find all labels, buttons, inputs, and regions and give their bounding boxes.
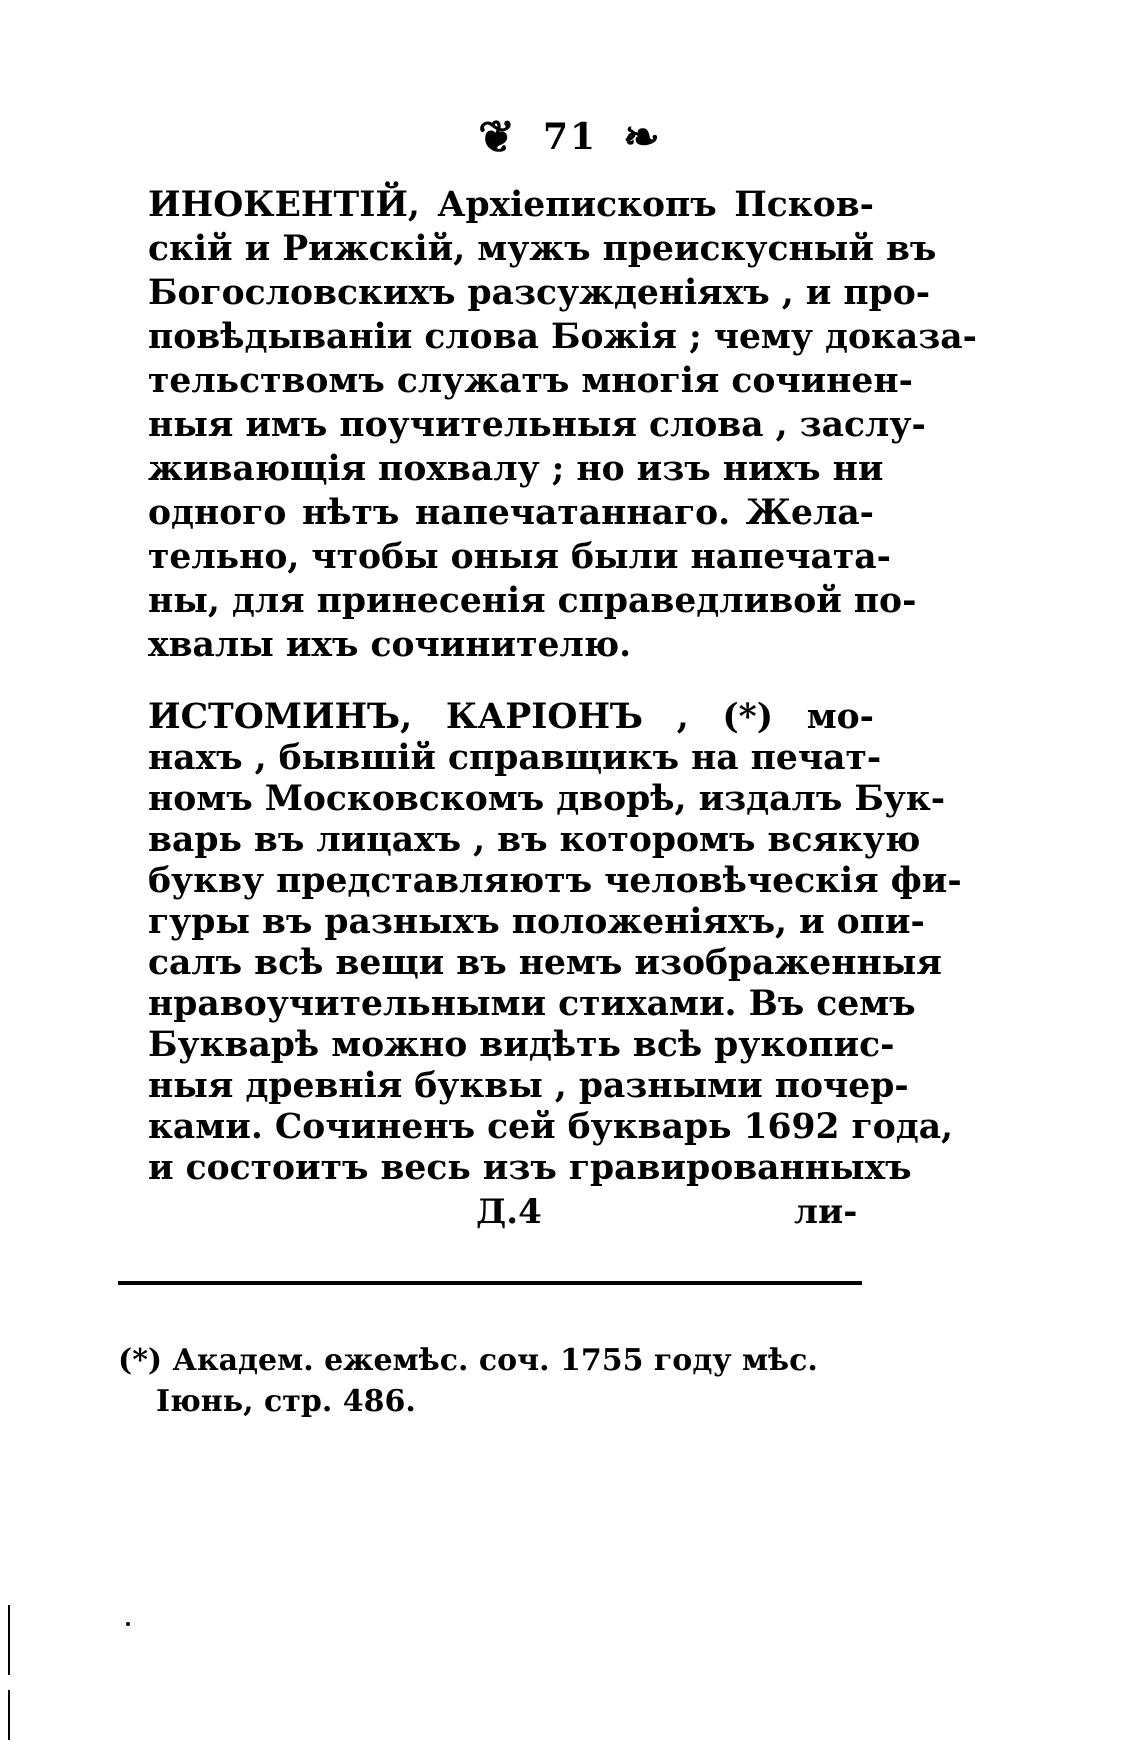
- footnote-line-1: (*) Академ. ежемѣс. соч. 1755 году мѣс.: [118, 1343, 818, 1378]
- text-line: тельно, чтобы оныя были напечата-: [148, 537, 891, 577]
- text-line: ками. Сочиненъ сей букварь 1692 года,: [148, 1107, 954, 1147]
- text-line: ИНОКЕНТІЙ, Архіепископъ Псков-: [148, 185, 874, 225]
- text-line: номъ Московскомъ дворѣ, издалъ Бук-: [148, 779, 946, 819]
- footnote-divider: [118, 1281, 862, 1285]
- text-line: варь въ лицахъ , въ которомъ всякую: [148, 820, 921, 860]
- ornament-right-icon: ❧: [622, 111, 662, 163]
- text-line: живающія похвалу ; но изъ нихъ ни: [148, 449, 884, 489]
- scan-speck: [126, 1622, 130, 1626]
- text-line: одного нѣтъ напечатаннаго. Жела-: [148, 493, 874, 533]
- text-line: хвалы ихъ сочинителю.: [148, 625, 632, 665]
- catchword: ли-: [794, 1192, 858, 1232]
- text-line: ны, для принесенія справедливой по-: [148, 581, 917, 621]
- footnote-line-2: Іюнь, стр. 486.: [156, 1384, 416, 1419]
- text-line: Букварѣ можно видѣть всѣ рукопис-: [148, 1025, 895, 1065]
- text-line: ныя имъ поучительныя слова , заслу-: [148, 405, 926, 445]
- text-line: салъ всѣ вещи въ немъ изображенныя: [148, 943, 942, 983]
- signature-mark: Д.4: [476, 1192, 542, 1232]
- ornament-left-icon: ❦: [478, 111, 517, 163]
- text-line: нахъ , бывшій справщикъ на печат-: [148, 738, 882, 778]
- text-line: и состоитъ весь изъ гравированныхъ: [148, 1148, 912, 1188]
- text-line: нравоучительными стихами. Въ семъ: [148, 984, 916, 1024]
- text-line: букву представляютъ человѣческія фи-: [148, 861, 962, 901]
- text-line: ныя древнія буквы , разными почер-: [148, 1066, 909, 1106]
- text-line: повѣдываніи слова Божія ; чему доказа-: [148, 317, 977, 357]
- text-line: скій и Рижскій, мужъ преискусный въ: [148, 229, 937, 269]
- page-header: [0, 110, 1140, 163]
- scan-edge-mark: [8, 1605, 10, 1675]
- text-line: тельствомъ служатъ многія сочинен-: [148, 361, 913, 401]
- scan-edge-mark: [8, 1690, 10, 1740]
- text-line: ИСТОМИНЪ, КАРІОНЪ , (*) мо-: [148, 697, 874, 737]
- text-line: Богословскихъ разсужденіяхъ , и про-: [148, 273, 931, 313]
- page-number: 71: [542, 116, 598, 158]
- text-line: гуры въ разныхъ положеніяхъ, и опи-: [148, 902, 925, 942]
